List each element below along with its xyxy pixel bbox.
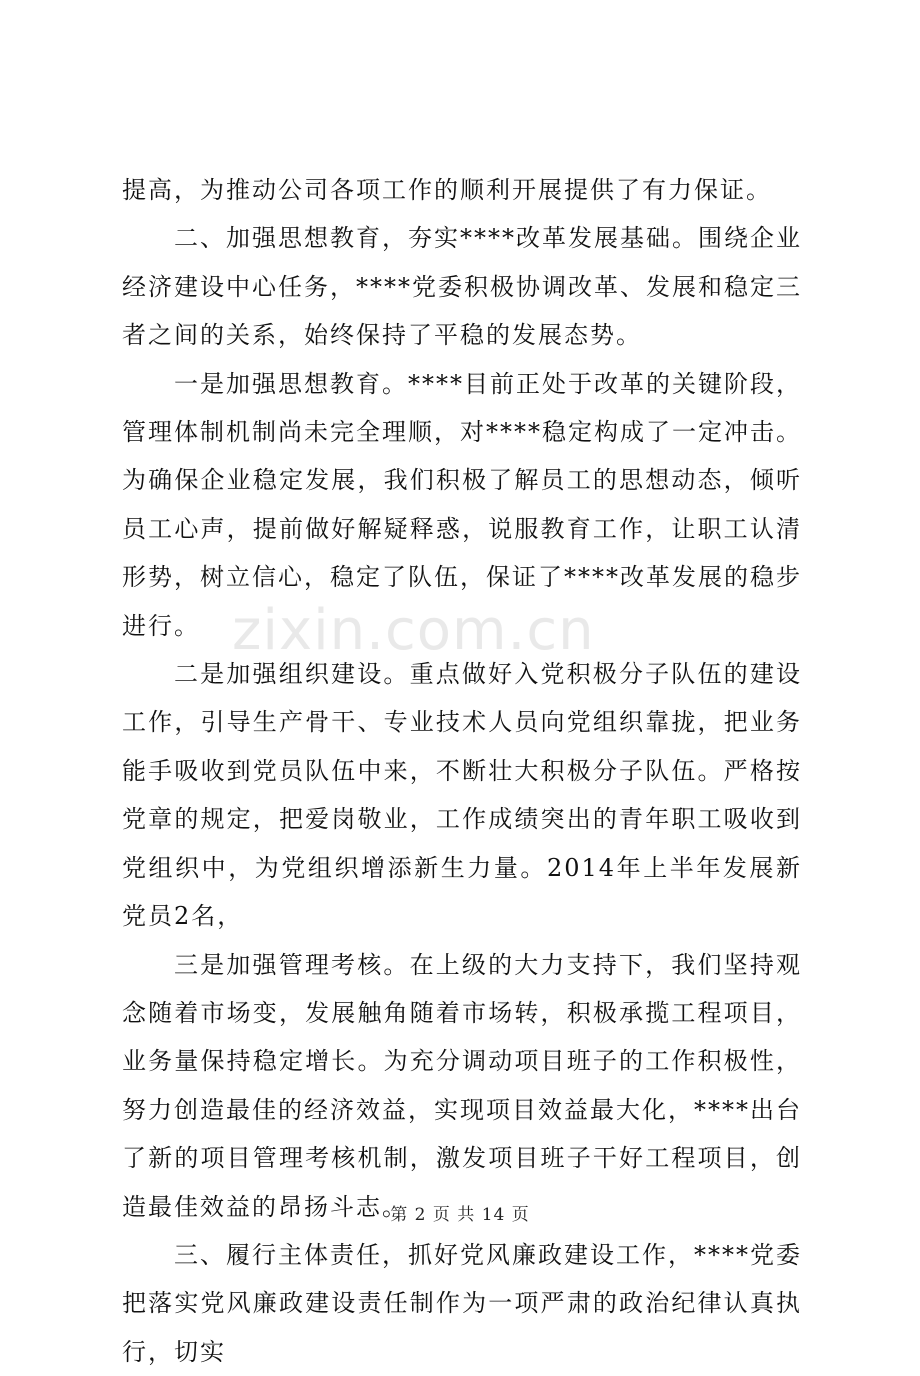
paragraph-item-1: 一是加强思想教育。****目前正处于改革的关键阶段，管理体制机制尚未完全理顺，对****稳定构成了一定冲击。为确保企业稳定发展，我们积极了解员工的思想动态，倾听员工心声，提前做好解疑释惑，说服教育工作，让职工认清形势，树立信心，稳定了队伍，保证了****改革发展的稳步进行。 bbox=[122, 369, 802, 640]
watermark: zixin.com.cn bbox=[232, 598, 595, 663]
paragraph-item-3: 三是加强管理考核。在上级的大力支持下，我们坚持观念随着市场变，发展触角随着市场转，积极承揽工程项目，业务量保持稳定增长。为充分调动项目班子的工作积极性，努力创造最佳的经济效益，实现项目效益最大化，****出台了新的项目管理考核机制，激发项目班子干好工程项目，创造最佳效益的昂扬斗志。 bbox=[122, 950, 802, 1221]
paragraph-item-2: 二是加强组织建设。重点做好入党积极分子队伍的建设工作，引导生产骨干、专业技术人员向党组织靠拢，把业务能手吸收到党员队伍中来，不断壮大积极分子队伍。严格按党章的规定，把爱岗敬业，工作成绩突出的青年职工吸收到党组织中，为党组织增添新生力量。2014年上半年发展新党员2名， bbox=[122, 660, 802, 931]
paragraph-section-3: 三、履行主体责任，抓好党风廉政建设工作，****党委把落实党风廉政建设责任制作为一项严肃的政治纪律认真执行，切实 bbox=[122, 1240, 802, 1366]
document-body bbox=[122, 166, 802, 1376]
page-footer: 第 2 页 共 14 页 bbox=[390, 1205, 530, 1225]
paragraph-continuation: 提高，为推动公司各项工作的顺利开展提供了有力保证。 bbox=[122, 176, 772, 204]
paragraph-section-2: 二、加强思想教育，夯实****改革发展基础。围绕企业经济建设中心任务，****党委积极协调改革、发展和稳定三者之间的关系，始终保持了平稳的发展态势。 bbox=[122, 224, 802, 350]
